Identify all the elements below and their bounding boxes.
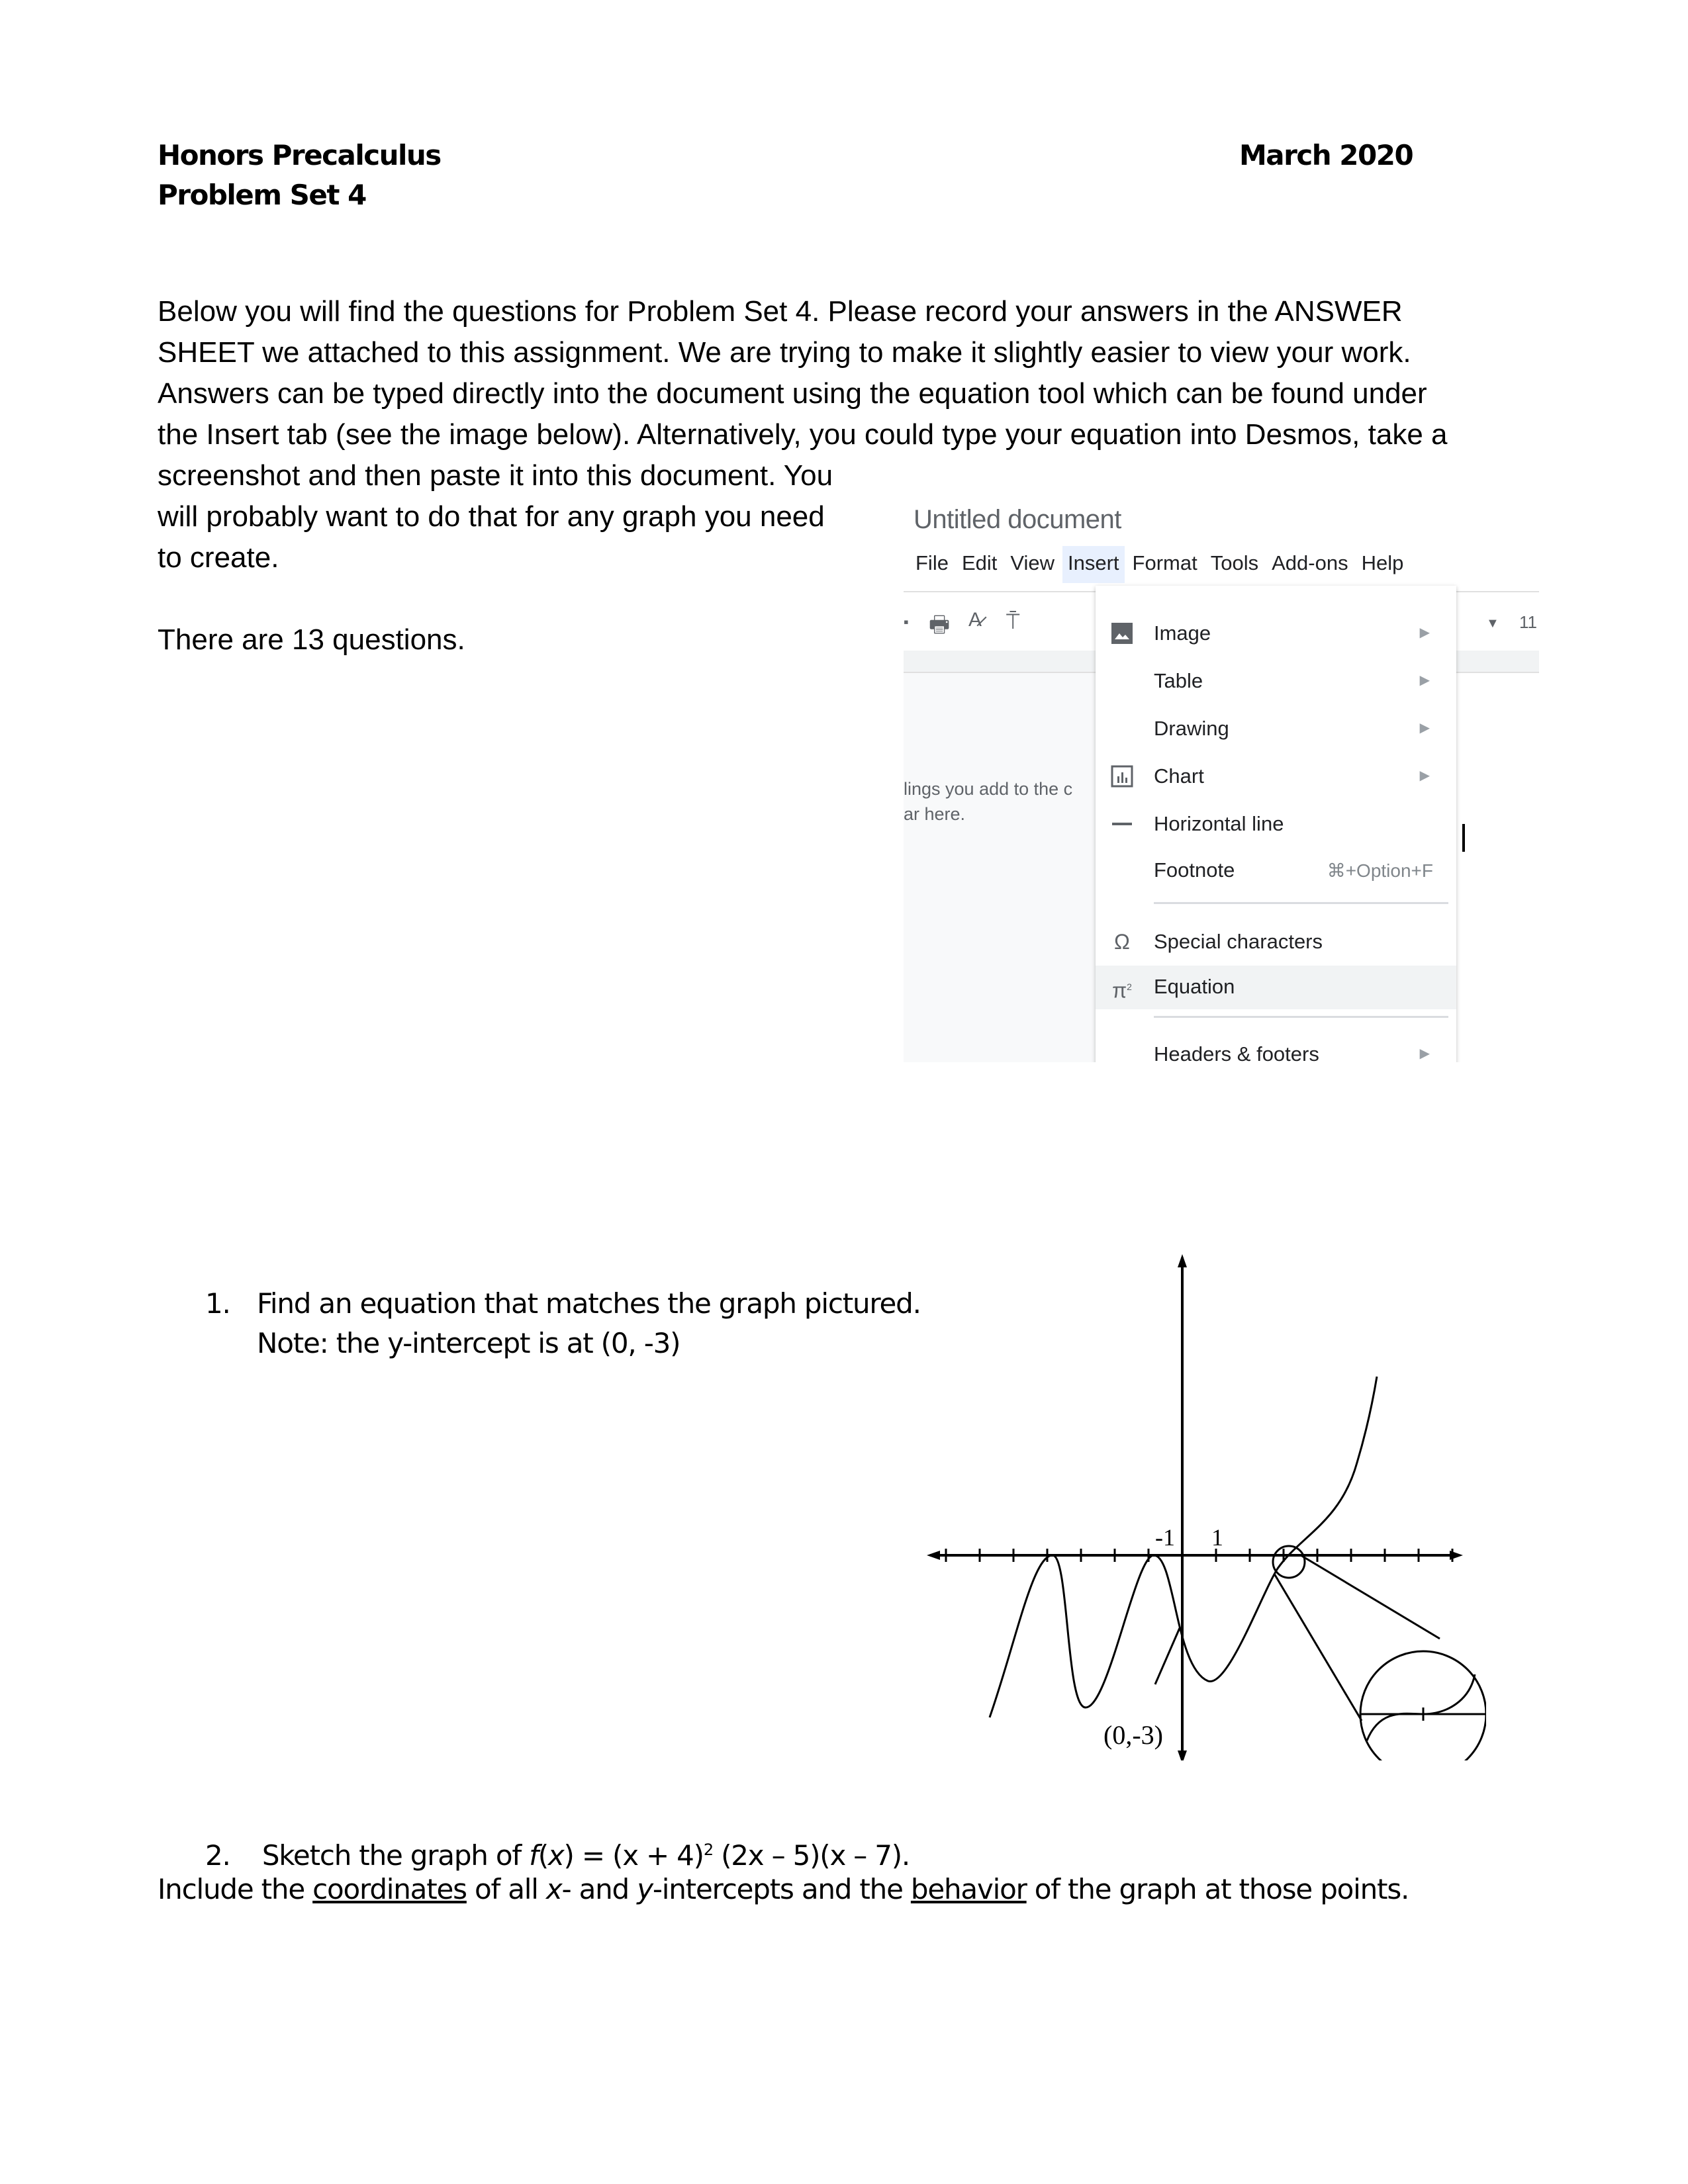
menu-item-label: Drawing (1154, 717, 1229, 740)
zoom-line-upper (1301, 1555, 1440, 1639)
question-count: There are 13 questions. (158, 623, 465, 656)
menu-file[interactable]: File (915, 551, 949, 574)
gdocs-insert-menu-screenshot (904, 493, 1539, 1062)
course-title: Honors Precalculus (158, 139, 441, 171)
y-axis-arrow-down (1178, 1751, 1187, 1760)
submenu-arrow-icon: ▶ (1419, 625, 1430, 640)
function-name: f (529, 1839, 538, 1872)
menu-item-drawing[interactable] (1096, 707, 1456, 751)
instruction-emphasis: behavior (910, 1873, 1027, 1905)
font-size-value[interactable]: 11 (1519, 612, 1537, 632)
menu-insert[interactable]: Insert (1062, 546, 1125, 583)
question-text: Find an equation that matches the graph pictured. (257, 1287, 921, 1320)
annotation-arrow (1155, 1628, 1180, 1684)
question-text: Sketch the graph of (261, 1839, 530, 1872)
image-icon (1110, 621, 1134, 645)
function-var: x (547, 1839, 564, 1872)
paint-format-icon[interactable]: ⍑ (1006, 609, 1020, 634)
problem-set-title: Problem Set 4 (158, 179, 366, 211)
zoom-line-lower (1274, 1574, 1362, 1721)
equation-part: = (x + 4) (573, 1839, 704, 1872)
menu-separator (1154, 902, 1448, 904)
menu-item-label: Horizontal line (1154, 812, 1284, 835)
instruction-var: x (545, 1873, 562, 1905)
instruction-text: of the graph at those points. (1026, 1873, 1409, 1905)
menu-tools[interactable]: Tools (1210, 551, 1259, 574)
submenu-arrow-icon: ▶ (1419, 721, 1430, 735)
menu-item-headers-footers[interactable] (1096, 1033, 1456, 1062)
menu-addons[interactable]: Add-ons (1272, 551, 1348, 574)
shortcut-hint: ⌘+Option+F (1327, 860, 1433, 881)
equation-part: (2x – 5)(x – 7). (712, 1839, 910, 1872)
polynomial-graph (917, 1244, 1486, 1760)
x-axis-arrow-left (927, 1551, 940, 1560)
menu-separator (1154, 1016, 1448, 1018)
instruction-emphasis: coordinates (312, 1873, 467, 1905)
question-1 (205, 1284, 921, 1359)
outline-hint-line: lings you add to the c (904, 779, 1073, 799)
question-number: 1. (205, 1287, 230, 1320)
spellcheck-icon[interactable]: A̷ (968, 609, 982, 631)
doc-title: Untitled document (914, 505, 1121, 534)
horizontal-line-icon (1110, 812, 1134, 836)
intro-line: Below you will find the questions for Problem Set 4. Please record your answers in the ANSWER (158, 295, 1403, 328)
menu-item-label: Equation (1154, 975, 1235, 998)
menu-item-equation[interactable] (1096, 966, 1456, 1009)
redo-icon[interactable]: ▪ (904, 614, 909, 630)
instruction-text: -intercepts and the (652, 1873, 911, 1905)
tick-label-1: 1 (1211, 1524, 1223, 1551)
y-axis-arrow-up (1178, 1254, 1187, 1267)
menu-help[interactable]: Help (1361, 551, 1404, 574)
question-number: 2. (205, 1839, 230, 1872)
menu-item-horizontal-line[interactable] (1096, 803, 1456, 846)
insert-menu (1096, 586, 1456, 1062)
instruction-text: - and (561, 1873, 637, 1905)
menu-item-label: Special characters (1154, 930, 1323, 953)
zoom-circle-large (1360, 1651, 1486, 1760)
pi-squared-icon: $\pi^2$ (1112, 978, 1132, 1003)
annotation-y-intercept: (0,-3) (1103, 1720, 1163, 1750)
chart-icon (1110, 764, 1134, 788)
omega-icon: Ω (1114, 930, 1130, 954)
menu-view[interactable]: View (1010, 551, 1055, 574)
outline-hint-line: ar here. (904, 804, 966, 824)
print-icon[interactable]: 🖶 (929, 612, 951, 637)
intro-line: will probably want to do that for any graph you need (158, 500, 825, 533)
menu-item-chart[interactable] (1096, 755, 1456, 799)
menu-item-label: Image (1154, 621, 1211, 645)
menu-item-label: Table (1154, 669, 1203, 692)
intro-line: screenshot and then paste it into this document. You (158, 459, 833, 492)
intro-line: SHEET we attached to this assignment. We are trying to make it slightly easier to view your work. (158, 336, 1411, 369)
text-cursor (1462, 824, 1465, 852)
submenu-arrow-icon: ▶ (1419, 673, 1430, 688)
font-size-dropdown-icon[interactable]: ▼ (1486, 616, 1499, 631)
menu-item-image[interactable] (1096, 612, 1456, 656)
intro-line: Answers can be typed directly into the document using the equation tool which can be found under (158, 377, 1427, 410)
instruction-text: Include the (158, 1873, 313, 1905)
menu-item-label: Headers & footers (1154, 1042, 1319, 1062)
intro-line: the Insert tab (see the image below). Alternatively, you could type your equation into Desmos, take a (158, 418, 1448, 451)
question-2-instruction (158, 1870, 1409, 1909)
outline-hint (904, 776, 1072, 827)
zoom-circle-small (1273, 1546, 1305, 1578)
menu-item-label: Chart (1154, 764, 1204, 788)
menu-format[interactable]: Format (1132, 551, 1197, 574)
intro-line: to create. (158, 541, 279, 574)
menu-item-special-characters[interactable] (1096, 921, 1456, 964)
zoom-curve (1367, 1674, 1475, 1741)
menu-item-footnote[interactable] (1096, 849, 1456, 893)
instruction-var: y (637, 1873, 653, 1905)
menu-item-table[interactable] (1096, 660, 1456, 704)
menu-edit[interactable]: Edit (961, 551, 998, 574)
exponent: 2 (703, 1841, 713, 1859)
date: March 2020 (1239, 139, 1413, 171)
menubar (910, 546, 1411, 583)
submenu-arrow-icon: ▶ (1419, 1046, 1430, 1061)
question-note: Note: the y-intercept is at (0, -3) (257, 1327, 680, 1359)
tick-label-neg1: -1 (1155, 1524, 1175, 1551)
menu-item-label: Footnote (1154, 858, 1235, 882)
instruction-text: of all (466, 1873, 546, 1905)
submenu-arrow-icon: ▶ (1419, 768, 1430, 783)
question-2: 2. Sketch the graph of $f(x) = (x + 4)^2$ (2x – 5)(x – 7). (205, 1839, 910, 1872)
